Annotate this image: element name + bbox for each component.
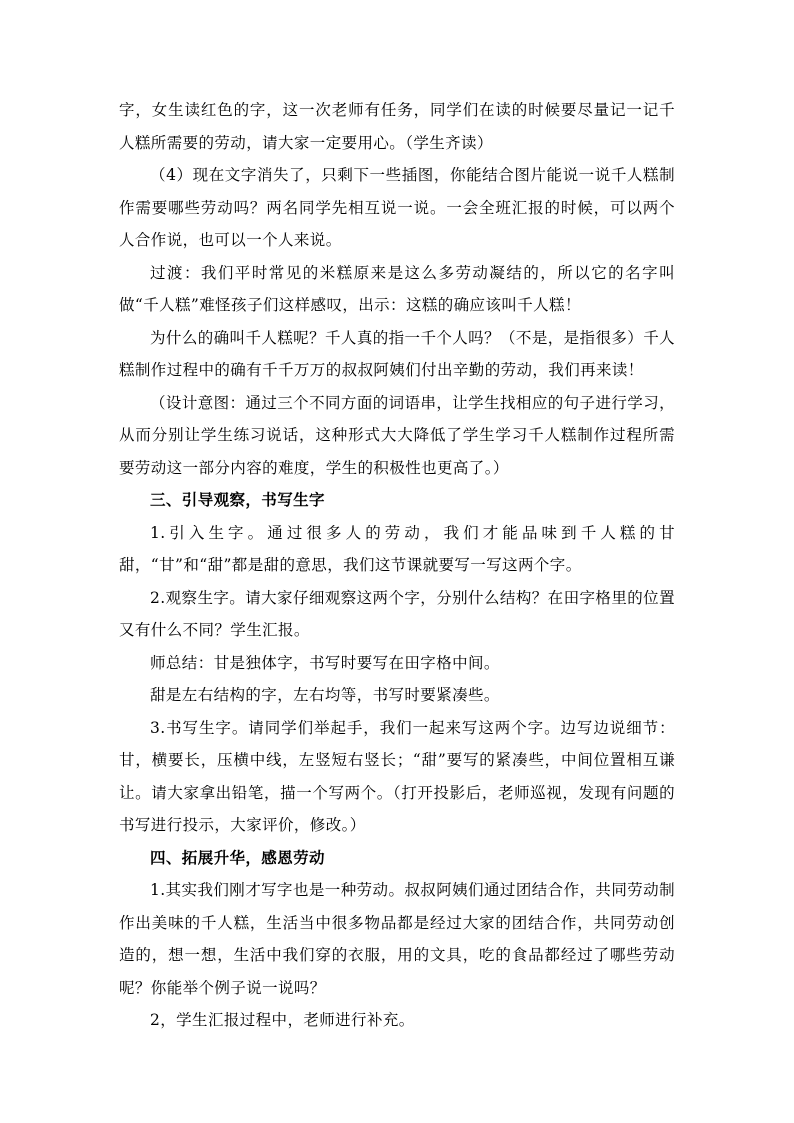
paragraph-labor-extension: 1.其实我们刚才写字也是一种劳动。叔叔阿姨们通过团结合作，共同劳动制作出美味的千人糕，生活当中很多物品都是经过大家的团结合作，共同劳动创造的，想一想，生活中我们穿的衣服，用的文具，吃的食品都经过了哪些劳动呢？你能举个例子说一说吗？ (119, 881, 675, 997)
paragraph-observe-characters: 2.观察生字。请大家仔细观察这两个字，分别什么结构？在田字格里的位置又有什么不同？学生汇报。 (119, 588, 675, 639)
paragraph-introduce-characters: 1.引入生字。通过很多人的劳动，我们才能品味到千人糕的甘甜，“甘”和“甜”都是甜的意思，我们这节课就要写一写这两个字。 (119, 523, 675, 574)
paragraph-transition: 过渡：我们平时常见的米糕原来是这么多劳动凝结的，所以它的名字叫做“千人糕”难怪孩子们这样感叹，出示：这糕的确应该叫千人糕！ (119, 263, 675, 314)
section-heading-3: 三、引导观察，书写生字 (150, 490, 325, 509)
paragraph-why-name: 为什么的确叫千人糕呢？千人真的指一千个人吗？（不是，是指很多）千人糕制作过程中的确有千千万万的叔叔阿姨们付出辛勤的劳动，我们再来读！ (119, 328, 675, 379)
document-page (119, 94, 675, 1037)
paragraph-design-intent: （设计意图：通过三个不同方面的词语串，让学生找相应的句子进行学习，从而分别让学生练习说话，这种形式大大降低了学生学习千人糕制作过程所需要劳动这一部分内容的难度，学生的积极性也更高了。） (119, 393, 675, 477)
paragraph-student-report: 2，学生汇报过程中，老师进行补充。 (150, 1011, 415, 1029)
paragraph-reading-continuation: 字，女生读红色的字，这一次老师有任务，同学们在读的时候要尽量记一记千人糕所需要的劳动，请大家一定要用心。（学生齐读） (119, 101, 675, 152)
paragraph-step-4: （4）现在文字消失了，只剩下一些插图，你能结合图片能说一说千人糕制作需要哪些劳动吗？两名同学先相互说一说。一会全班汇报的时候，可以两个人合作说，也可以一个人来说。 (119, 166, 675, 249)
section-heading-4: 四、拓展升华，感恩劳动 (150, 847, 325, 867)
paragraph-teacher-summary: 师总结：甘是独体字，书写时要写在田字格中间。 (150, 653, 500, 672)
paragraph-write-characters: 3.书写生字。请同学们举起手，我们一起来写这两个字。边写边说细节：甘，横要长，压横中线，左竖短右竖长；“甜”要写的紧凑些，中间位置相互谦让。请大家拿出铅笔，描一个写两个。（打开投影后，老师巡视，发现有问题的书写进行投示，大家评价，修改。） (119, 718, 675, 834)
paragraph-tian-structure: 甜是左右结构的字，左右均等，书写时要紧凑些。 (150, 686, 500, 704)
